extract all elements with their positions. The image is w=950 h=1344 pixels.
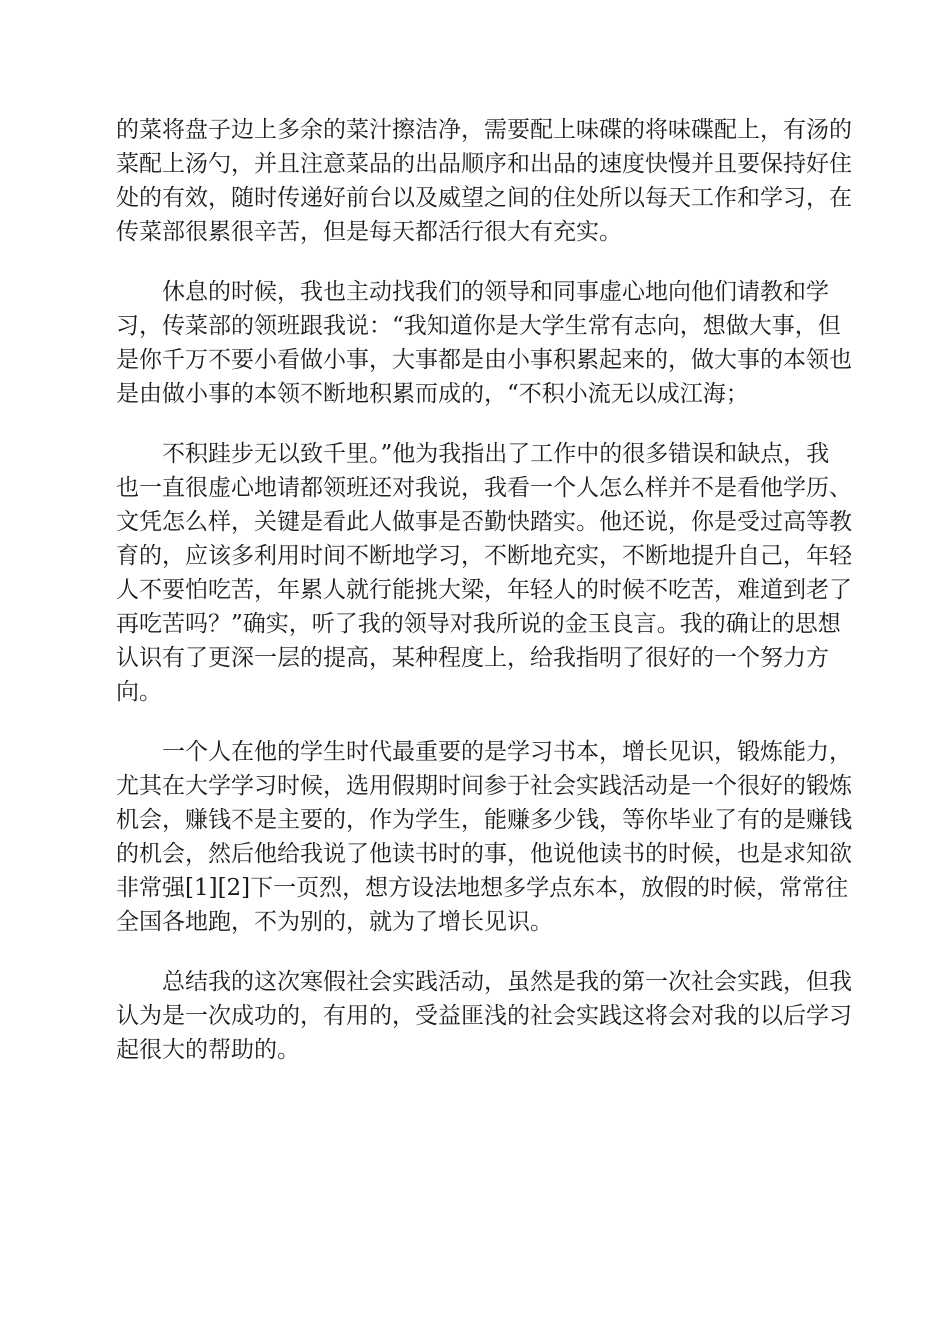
text-line: 机会，赚钱不是主要的，作为学生，能赚多少钱，等你毕业了有的是赚钱	[116, 807, 852, 833]
text-line: 认识有了更深一层的提高，某种程度上，给我指明了很好的一个努力方	[116, 645, 829, 671]
text-line: 起很大的帮助的。	[116, 1037, 300, 1063]
paragraph-gap	[116, 249, 836, 275]
document-body	[116, 113, 852, 1067]
paragraph-gap	[116, 411, 836, 437]
text-line: 育的，应该多利用时间不断地学习，不断地充实，不断地提升自己，年轻	[116, 543, 852, 569]
paragraph-1	[116, 113, 852, 249]
text-line: 非常强[1][2]下一页烈，想方设法地想多学点东本，放假的时候，常常往	[116, 875, 849, 901]
text-line: 向。	[116, 679, 162, 705]
paragraph-gap	[116, 709, 836, 735]
text-line: 传菜部很累很辛苦，但是每天都活行很大有充实。	[116, 219, 622, 245]
text-line: 人不要怕吃苦，年累人就行能挑大梁，年轻人的时候不吃苦，难道到老了	[116, 577, 852, 603]
text-line: 一个人在他的学生时代最重要的是学习书本，增长见识，锻炼能力，	[116, 739, 852, 765]
text-line: 的菜将盘子边上多余的菜汁擦洁净，需要配上味碟的将味碟配上，有汤的	[116, 117, 852, 143]
text-line: 尤其在大学学习时候，选用假期时间参于社会实践活动是一个很好的锻炼	[116, 773, 852, 799]
text-line: 习，传菜部的领班跟我说：“我知道你是大学生常有志向，想做大事，但	[116, 313, 841, 339]
text-line: 休息的时候，我也主动找我们的领导和同事虚心地向他们请教和学	[116, 279, 829, 305]
paragraph-gap	[116, 939, 836, 965]
paragraph-4	[116, 735, 852, 939]
text-line: 全国各地跑，不为别的，就为了增长见识。	[116, 909, 553, 935]
text-line: 的机会，然后他给我说了他读书时的事，他说他读书的时候，也是求知欲	[116, 841, 852, 867]
text-line: 总结我的这次寒假社会实践活动，虽然是我的第一次社会实践，但我	[116, 969, 852, 995]
text-line: 也一直很虚心地请都领班还对我说，我看一个人怎么样并不是看他学历、	[116, 475, 852, 501]
text-line: 再吃苦吗？”确实，听了我的领导对我所说的金玉良言。我的确让的思想	[116, 611, 841, 637]
text-line: 菜配上汤勺，并且注意菜品的出品顺序和出品的速度快慢并且要保持好住	[116, 151, 852, 177]
paragraph-5	[116, 965, 852, 1067]
text-line: 不积跬步无以致千里。”他为我指出了工作中的很多错误和缺点，我	[116, 441, 830, 467]
text-line: 是你千万不要小看做小事，大事都是由小事积累起来的，做大事的本领也	[116, 347, 852, 373]
text-line: 处的有效，随时传递好前台以及威望之间的住处所以每天工作和学习，在	[116, 185, 852, 211]
paragraph-2	[116, 275, 852, 411]
text-line: 认为是一次成功的，有用的，受益匪浅的社会实践这将会对我的以后学习	[116, 1003, 852, 1029]
text-line: 文凭怎么样，关键是看此人做事是否勤快踏实。他还说，你是受过高等教	[116, 509, 852, 535]
text-line: 是由做小事的本领不断地积累而成的，“不积小流无以成江海；	[116, 381, 749, 407]
paragraph-3	[116, 437, 852, 709]
